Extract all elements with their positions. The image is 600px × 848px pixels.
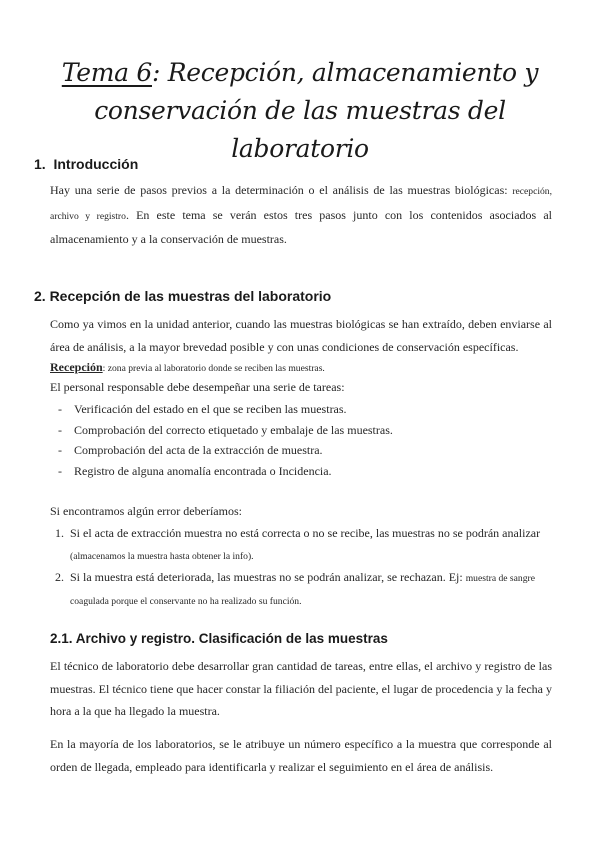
document-title (40, 54, 560, 168)
title-line2: conservación de las muestras del laboratorio (94, 96, 506, 163)
error-2-text: Si la muestra está deteriorada, las muestras no se podrán analizar, se rechazan. Ej: (70, 570, 466, 584)
error-list (50, 523, 552, 612)
reception-definition-text: : zona previa al laboratorio donde se reciben las muestras. (102, 363, 325, 374)
task-text: Registro de alguna anomalía encontrada o Incidencia. (74, 464, 332, 479)
error-2-note: muestra de sangre coagulada porque el conservante no ha realizado su función. (70, 573, 535, 607)
section-1-number: 1. (34, 156, 46, 172)
title-line1-rest: : Recepción, almacenamiento y (151, 58, 539, 87)
list-item (50, 420, 552, 441)
errors-intro: Si encontramos algún error deberíamos: (50, 504, 242, 518)
section-2-1-heading: 2.1. Archivo y registro. Clasificación de las muestras (50, 631, 388, 646)
dash-bullet: - (58, 443, 62, 458)
item-number: 1. (55, 526, 64, 540)
list-item (50, 461, 552, 482)
item-number: 2. (55, 570, 64, 584)
section-1-title: Introducción (53, 156, 139, 172)
dash-bullet: - (58, 464, 62, 479)
error-1-note: (almacenamos la muestra hasta obtener la info). (70, 550, 254, 562)
list-item (50, 440, 552, 461)
intro-text-b: . En este tema se verán estos tres pasos junto con los contenidos asociados al almacenamiento y a la conservación de muestras. (50, 207, 552, 246)
section-2-1-paragraph-1: El técnico de laboratorio debe desarrollar gran cantidad de tareas, entre ellas, el archivo y registro de las muestras. El técnico tiene que hacer constar la filiación del paciente, el lugar de procedencia y la fecha y hora a la que ha llegado la muestra. (50, 659, 552, 718)
task-list (50, 399, 552, 482)
section-1-heading (34, 156, 138, 172)
section-2-heading: 2. Recepción de las muestras del laboratorio (34, 288, 332, 304)
dash-bullet: - (58, 422, 62, 437)
section-2-paragraph: Como ya vimos en la unidad anterior, cuando las muestras biológicas se han extraído, deben enviarse al área de análisis, a la mayor brevedad posible y con unas condiciones de conservación específicas. (50, 317, 552, 354)
dash-bullet: - (58, 402, 62, 416)
intro-paragraph (50, 179, 552, 251)
list-item (50, 567, 552, 612)
staff-intro: El personal responsable debe desempeñar una serie de tareas: (50, 380, 345, 394)
list-item (50, 399, 552, 420)
title-topic: Tema 6 (61, 58, 152, 87)
section-2-1-paragraph-2: En la mayoría de los laboratorios, se le atribuye un número específico a la muestra que corresponde al orden de llegada, empleado para identificarla y realizar el seguimiento en el área de análisis. (50, 737, 552, 774)
task-text: Verificación del estado en el que se reciben las muestras. (74, 402, 347, 416)
task-text: Comprobación del correcto etiquetado y embalaje de las muestras. (74, 422, 393, 437)
reception-term: Recepción (50, 360, 103, 374)
intro-text-a: Hay una serie de pasos previos a la determinación o el análisis de las muestras biológicas: (50, 183, 513, 197)
intro-small-text: recepción, archivo y registro (50, 186, 552, 222)
task-text: Comprobación del acta de la extracción de muestra. (74, 443, 323, 458)
list-item (50, 523, 552, 567)
error-1-text: Si el acta de extracción muestra no está correcta o no se recibe, las muestras no se podrán analizar (70, 526, 541, 540)
